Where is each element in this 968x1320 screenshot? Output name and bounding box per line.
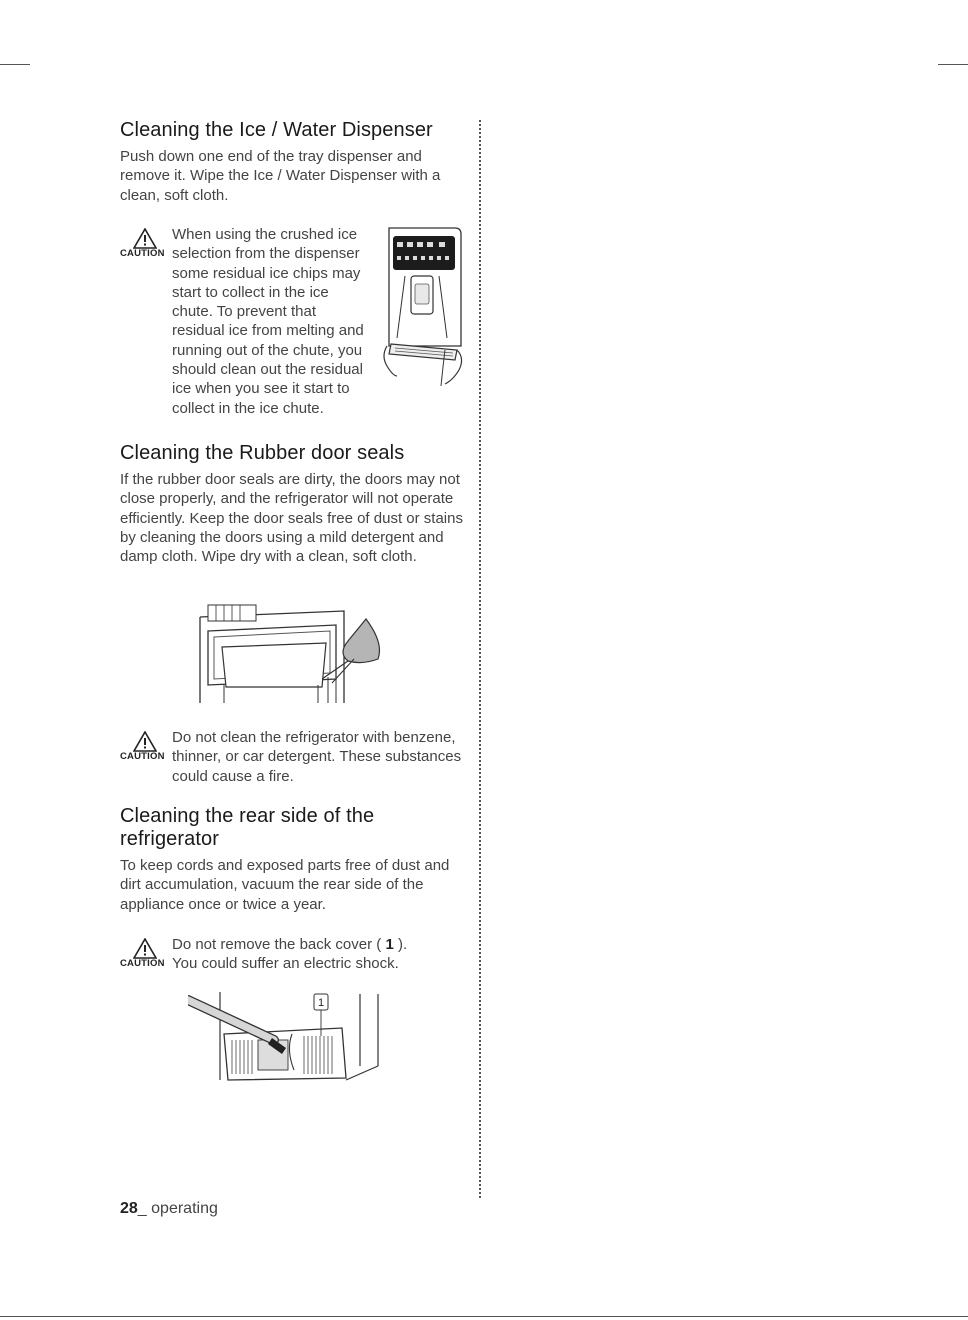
crop-mark-right xyxy=(938,64,968,65)
callout-number: 1 xyxy=(385,936,394,953)
section-body: Push down one end of the tray dispenser and remove it. Wipe the Ice / Water Dispenser with a clean, soft cloth. xyxy=(120,148,441,204)
section-title: Cleaning the Rubber door seals xyxy=(120,442,405,464)
warning-triangle-icon xyxy=(133,228,157,249)
caution-label: CAUTION xyxy=(120,958,165,969)
caution-text: Do not remove the back cover ( 1 ). You could suffer an electric shock. xyxy=(172,936,408,973)
caution-label: CAUTION xyxy=(120,751,165,762)
crop-mark-left xyxy=(0,64,30,65)
footer-section-name: _ operating xyxy=(137,1200,218,1217)
section-title: Cleaning the Ice / Water Dispenser xyxy=(120,119,433,141)
figure-callout-label: 1 xyxy=(317,997,325,1009)
warning-triangle-icon xyxy=(133,938,157,959)
section-rubber-door-seals xyxy=(120,442,470,566)
caution-text: Do not clean the refrigerator with benzene, thinner, or car detergent. These substances could cause a fire. xyxy=(172,729,462,785)
rear-side-illustration xyxy=(188,990,384,1084)
page-footer xyxy=(120,1200,218,1218)
dispenser-illustration xyxy=(383,226,465,392)
section-body: If the rubber door seals are dirty, the doors may not close properly, and the refrigerator will not operate efficiently. Keep the door seals free of dust or stains by cleaning the doors using a mild detergent and damp cloth. Wipe dry with a clean, soft cloth. xyxy=(120,471,463,566)
door-seal-illustration xyxy=(198,603,384,707)
caution-badge xyxy=(120,731,172,762)
caution-text: When using the crushed ice selection from the dispenser some residual ice chips may start to collect in the ice chute. To prevent that residual ice from melting and running out of the chute, you should clean out the residual ice when you see it start to collect in the ice chute. xyxy=(172,226,364,417)
caution-label: CAUTION xyxy=(120,248,165,259)
page-number: 28 xyxy=(120,1200,138,1217)
section-title: Cleaning the rear side of the refrigerator xyxy=(120,805,375,850)
warning-triangle-icon xyxy=(133,731,157,752)
section-ice-water-dispenser xyxy=(120,119,470,205)
section-rear-side xyxy=(120,805,470,914)
caution-badge xyxy=(120,228,172,259)
bottom-trim-line xyxy=(0,1316,968,1317)
section-body: To keep cords and exposed parts free of dust and dirt accumulation, vacuum the rear side of the appliance once or twice a year. xyxy=(120,857,450,913)
column-divider xyxy=(479,120,481,1198)
caution-badge xyxy=(120,938,172,969)
